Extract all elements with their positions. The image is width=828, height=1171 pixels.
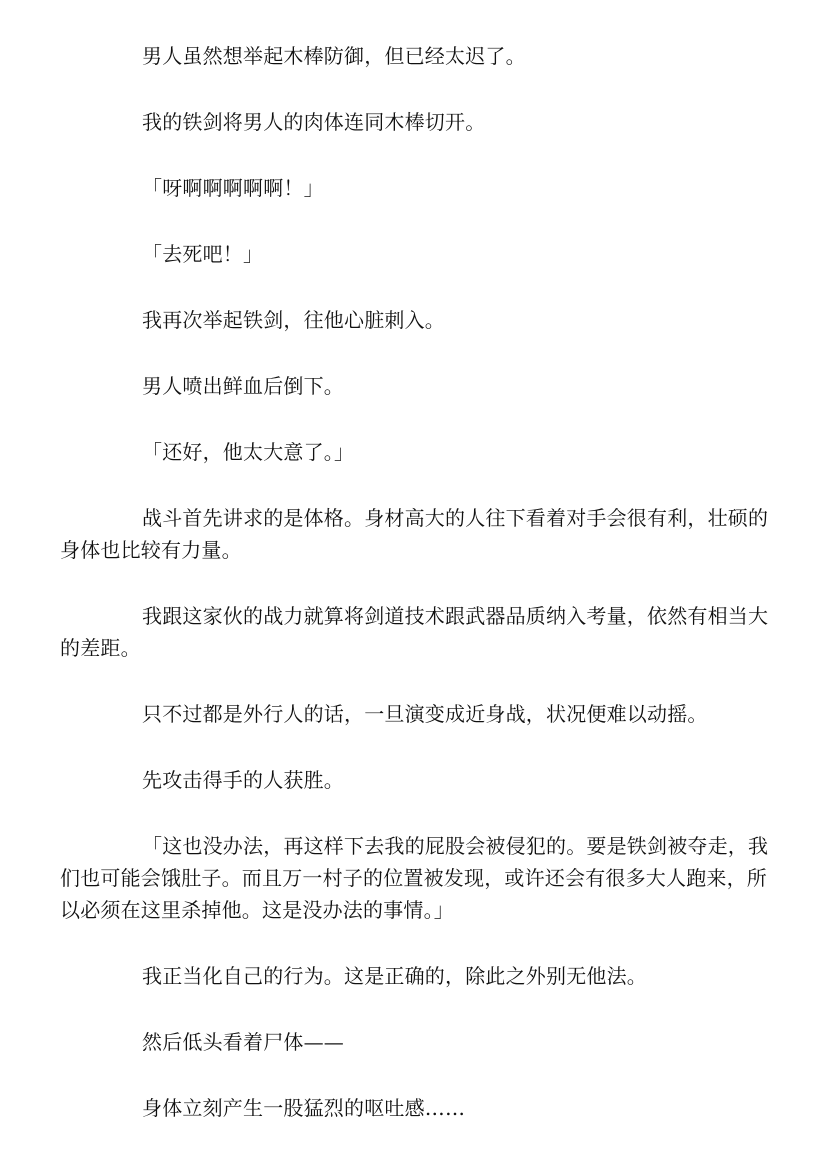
- paragraph-8: 战斗首先讲求的是体格。身材高大的人往下看着对手会很有利，壮硕的身体也比较有力量。: [60, 506, 769, 562]
- document-page: [60, 40, 772, 1158]
- paragraph-9: 我跟这家伙的战力就算将剑道技术跟武器品质纳入考量，依然有相当大的差距。: [60, 604, 769, 660]
- paragraph-4: 「去死吧！」: [142, 242, 264, 266]
- paragraph-7: 「还好，他太大意了。」: [142, 440, 355, 464]
- paragraph-14: 然后低头看着尸体——: [142, 1030, 344, 1054]
- paragraph-6: 男人喷出鲜血后倒下。: [142, 374, 344, 398]
- paragraph-15: 身体立刻产生一股猛烈的呕吐感……: [142, 1096, 466, 1120]
- paragraph-11: 先攻击得手的人获胜。: [142, 768, 344, 792]
- paragraph-3: 「呀啊啊啊啊啊！」: [142, 176, 324, 200]
- paragraph-13: 我正当化自己的行为。这是正确的，除此之外别无他法。: [142, 964, 647, 988]
- paragraph-1: 男人虽然想举起木棒防御，但已经太迟了。: [142, 44, 526, 68]
- paragraph-5: 我再次举起铁剑，往他心脏刺入。: [142, 308, 445, 332]
- paragraph-2: 我的铁剑将男人的肉体连同木棒切开。: [142, 110, 486, 134]
- paragraph-12: 「这也没办法，再这样下去我的屁股会被侵犯的。要是铁剑被夺走，我们也可能会饿肚子。而且万一村子的位置被发现，或许还会有很多大人跑来，所以必须在这里杀掉他。这是没办法的事情。」: [60, 834, 769, 922]
- paragraph-10: 只不过都是外行人的话，一旦演变成近身战，状况便难以动摇。: [142, 702, 708, 726]
